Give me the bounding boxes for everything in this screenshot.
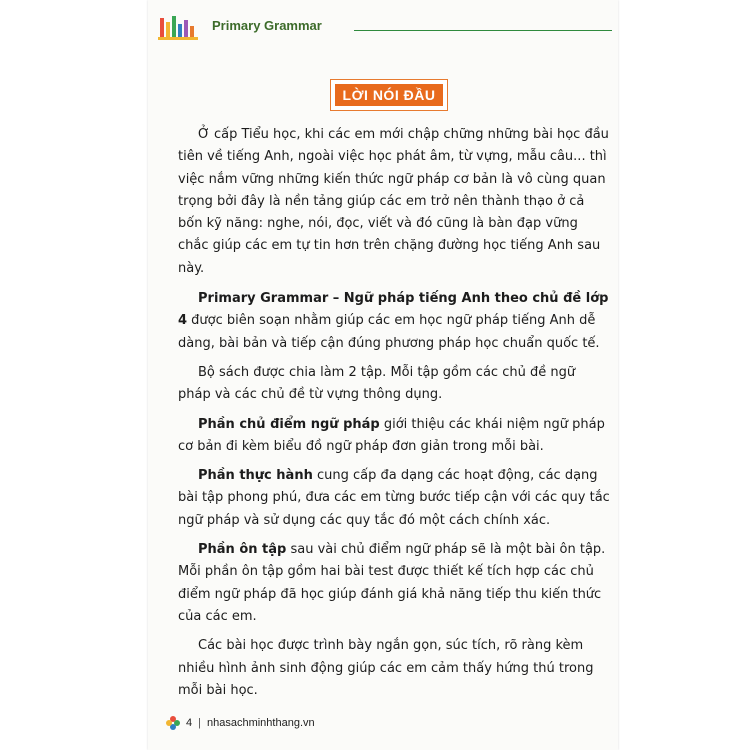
series-title: Primary Grammar <box>212 18 322 33</box>
paragraph-bold: Phần ôn tập <box>198 542 287 558</box>
paragraph-text: cung cấp đa dạng các hoạt động, các dạng bài tập phong phú, đưa các em từng bước tiếp cận với các quy tắc ngữ pháp và sử dụng các quy tắc đó một cách chính xác. <box>178 468 610 528</box>
page-title: LỜI NÓI ĐẦU <box>335 84 443 106</box>
paragraph-bold: Phần chủ điểm ngữ pháp <box>198 416 380 432</box>
website-link[interactable]: nhasachminhthang.vn <box>206 717 315 729</box>
paragraph-bold: Primary Grammar – Ngữ pháp tiếng Anh theo chủ đề lớp 4 <box>178 291 609 329</box>
pencils-icon <box>158 14 202 40</box>
paragraph-4 <box>178 414 610 459</box>
paragraph-text: Bộ sách được chia làm 2 tập. Mỗi tập gồm các chủ đề ngữ pháp và các chủ đề từ vựng thông dụng. <box>178 364 576 403</box>
paragraph-bold: Phần thực hành <box>198 468 313 484</box>
paragraph-text: giới thiệu các khái niệm ngữ pháp cơ bản đi kèm biểu đồ ngữ pháp đơn giản trong mỗi bài. <box>178 416 605 454</box>
paragraph-6 <box>178 539 610 628</box>
paragraph-2 <box>178 288 610 355</box>
paragraph-text: được biên soạn nhằm giúp các em học ngữ pháp tiếng Anh dễ dàng, bài bản và tiếp cận đúng phương pháp học chuẩn quốc tế. <box>178 313 600 351</box>
page-footer <box>166 713 315 733</box>
page-number: 4 <box>186 717 193 729</box>
paragraph-text: Các bài học được trình bày ngắn gọn, súc tích, rõ ràng kèm nhiều hình ảnh sinh động giúp các em cảm thấy hứng thú trong mỗi bài học. <box>178 638 594 698</box>
paragraph-1 <box>178 124 610 280</box>
footer-separator: | <box>198 717 201 729</box>
header-rule <box>354 30 612 31</box>
paragraph-text: Ở cấp Tiểu học, khi các em mới chập chững những bài học đầu tiên về tiếng Anh, ngoài việc học phát âm, từ vựng, mẫu câu... thì việc nắm vững những kiến thức ngữ pháp cơ bản là vô cùng quan trọng bởi đây là nền tảng giúp các em trở nên thành thạo ở cả bốn kỹ năng: nghe, nói, đọc, viết và đó cũng là bàn đạp vững chắc giúp các em tự tin hơn trên chặng đường học tiếng Anh sau này. <box>178 127 609 276</box>
paragraph-7 <box>178 635 610 702</box>
preface-content <box>178 124 610 709</box>
paragraph-3 <box>178 362 610 407</box>
paragraph-text: sau vài chủ điểm ngữ pháp sẽ là một bài ôn tập. Mỗi phần ôn tập gồm hai bài test được thiết kế tích hợp các chủ điểm ngữ pháp đã học giúp đánh giá khả năng tiếp thu kiến thức của các em. <box>178 542 606 624</box>
title-banner <box>330 79 448 111</box>
flower-icon <box>166 716 180 730</box>
paragraph-5 <box>178 465 610 532</box>
page-header <box>158 14 612 40</box>
